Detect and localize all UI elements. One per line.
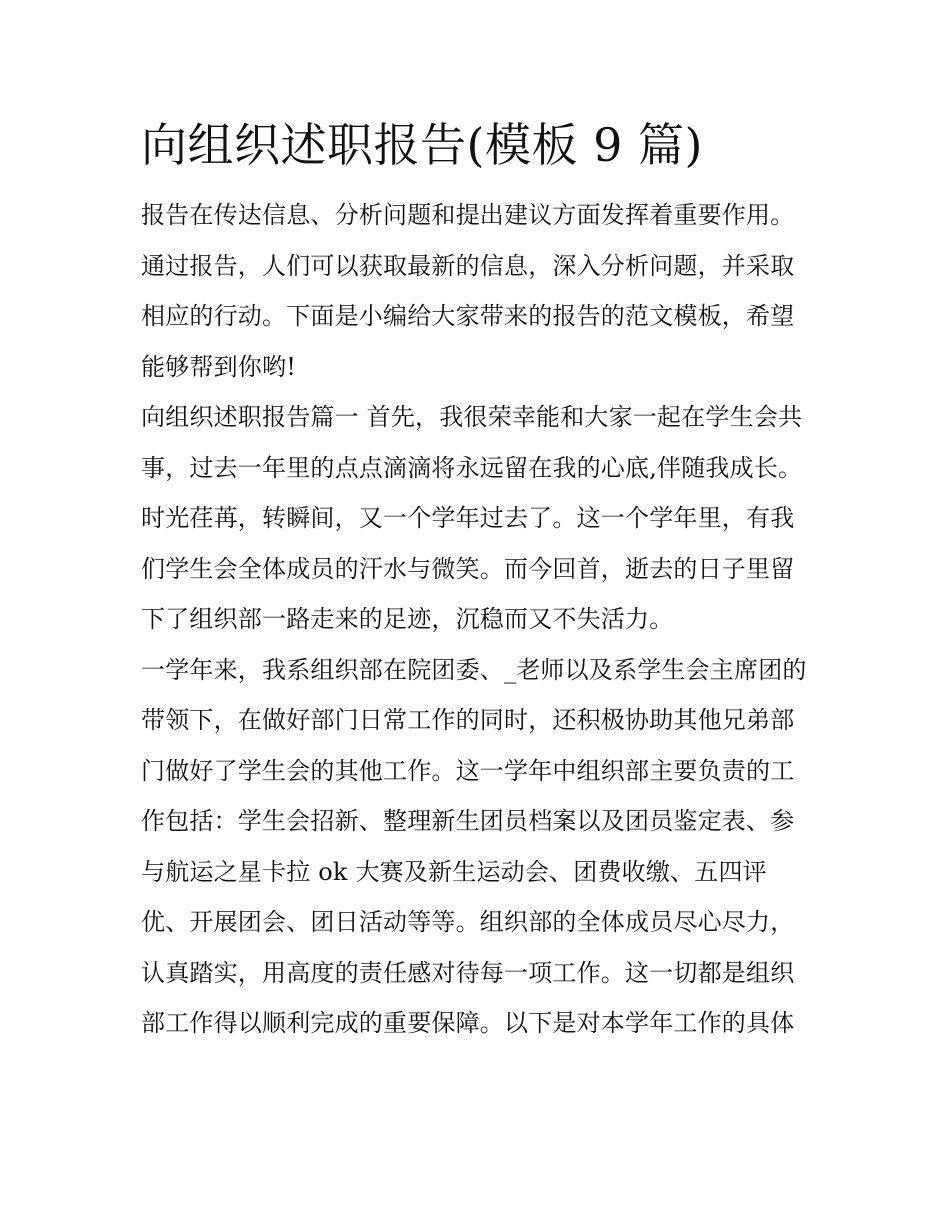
intro-paragraph: 报告在传达信息、分析问题和提出建议方面发挥着重要作用。通过报告，人们可以获取最新的信息，深入分析问题，并采取相应的行动。下面是小编给大家带来的报告的范文模板，希望能够帮到你哟! [141, 201, 795, 381]
body-paragraph-2: 时光荏苒，转瞬间，又一个学年过去了。这一个学年里，有我们学生会全体成员的汗水与微笑。而今回首，逝去的日子里留下了组织部一路走来的足迹，沉稳而又不失活力。 [141, 504, 795, 633]
body-paragraph-1: 向组织述职报告篇一 首先，我很荣幸能和大家一起在学生会共事，过去一年里的点点滴滴将永远留在我的心底,伴随我成长。 [141, 403, 803, 482]
document-body [141, 112, 813, 1049]
document-title: 向组织述职报告(模板 9 篇) [141, 118, 703, 172]
body-paragraph-3: 一学年来，我系组织部在院团委、_老师以及系学生会主席团的带领下，在做好部门日常工作的同时，还积极协助其他兄弟部门做好了学生会的其他工作。这一学年中组织部主要负责的工作包括：学生会招新、整理新生团员档案以及团员鉴定表、参与航运之星卡拉 ok 大赛及新生运动会、团费收缴、五四评优、开展团会、团日活动等等。组织部的全体成员尽心尽力，认真踏实，用高度的责任感对待每一项工作。这一切都是组织部工作得以顺利完成的重要保障。以下是对本学年工作的具体 [141, 655, 807, 1037]
